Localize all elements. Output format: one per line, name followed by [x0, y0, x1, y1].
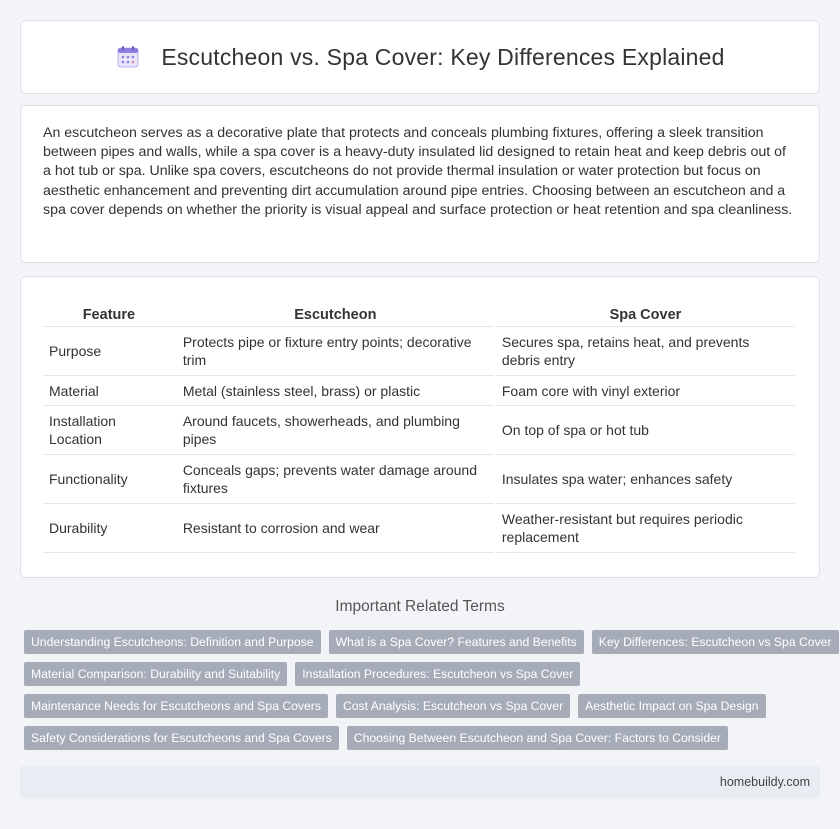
tag-row [24, 662, 824, 688]
page-title [115, 44, 724, 71]
calendar-icon [115, 44, 141, 70]
table-cell: Functionality [43, 455, 175, 504]
table-cell: Weather-resistant but requires periodic replacement [496, 504, 795, 553]
intro-card [20, 105, 820, 263]
tag-row [24, 726, 824, 752]
table-cell: Secures spa, retains heat, and prevents debris entry [496, 327, 795, 376]
table-cell: Installation Location [43, 406, 175, 455]
table-row [43, 504, 795, 553]
intro-paragraph: An escutcheon serves as a decorative plate that protects and conceals plumbing fixtures, offering a sleek transition between pipes and walls, while a spa cover is a heavy-duty insulated lid designed to retain heat and keep debris out of a hot tub or spa. Unlike spa covers, escutcheons do not provide thermal insulation or water protection but focus on aesthetic enhancement and preventing dirt accumulation around pipe entries. Choosing between an escutcheon and a spa cover depends on whether the priority is visual appeal and surface protection or heat retention and spa cleanliness. [43, 125, 793, 218]
related-term-link[interactable]: Choosing Between Escutcheon and Spa Cover: Factors to Consider [347, 726, 728, 750]
table-cell: On top of spa or hot tub [496, 406, 795, 455]
table-row [43, 327, 795, 376]
table-cell: Durability [43, 504, 175, 553]
related-term-link[interactable]: Safety Considerations for Escutcheons and Spa Covers [24, 726, 339, 750]
related-terms-list [24, 630, 832, 758]
table-cell: Purpose [43, 327, 175, 376]
related-term-link[interactable]: Key Differences: Escutcheon vs Spa Cover [592, 630, 839, 654]
tag-row [24, 694, 824, 720]
related-term-link[interactable]: Cost Analysis: Escutcheon vs Spa Cover [336, 694, 570, 718]
header-feature: Feature [43, 305, 175, 327]
table-row [43, 376, 795, 406]
table-cell: Metal (stainless steel, brass) or plastic [177, 376, 494, 406]
header-spa-cover: Spa Cover [496, 305, 795, 327]
tag-row [24, 630, 832, 656]
table-cell: Around faucets, showerheads, and plumbing pipes [177, 406, 494, 455]
comparison-table [41, 305, 797, 553]
table-cell: Conceals gaps; prevents water damage around fixtures [177, 455, 494, 504]
footer [20, 766, 820, 798]
related-term-link[interactable]: Understanding Escutcheons: Definition and Purpose [24, 630, 321, 654]
table-cell: Insulates spa water; enhances safety [496, 455, 795, 504]
table-header-row [43, 305, 795, 327]
footer-site-link[interactable]: homebuildy.com [719, 775, 810, 789]
related-terms-title: Important Related Terms [335, 598, 505, 615]
table-row [43, 455, 795, 504]
related-term-link[interactable]: Maintenance Needs for Escutcheons and Spa Covers [24, 694, 328, 718]
table-row [43, 406, 795, 455]
header-escutcheon: Escutcheon [177, 305, 494, 327]
related-term-link[interactable]: Aesthetic Impact on Spa Design [578, 694, 765, 718]
page-title-text: Escutcheon vs. Spa Cover: Key Differences Explained [161, 43, 725, 70]
comparison-table-card [20, 276, 820, 578]
table-cell: Foam core with vinyl exterior [496, 376, 795, 406]
table-cell: Resistant to corrosion and wear [177, 504, 494, 553]
related-term-link[interactable]: What is a Spa Cover? Features and Benefits [329, 630, 584, 654]
related-term-link[interactable]: Installation Procedures: Escutcheon vs Spa Cover [295, 662, 580, 686]
table-cell: Protects pipe or fixture entry points; decorative trim [177, 327, 494, 376]
related-term-link[interactable]: Material Comparison: Durability and Suitability [24, 662, 287, 686]
title-card [20, 20, 820, 94]
table-cell: Material [43, 376, 175, 406]
